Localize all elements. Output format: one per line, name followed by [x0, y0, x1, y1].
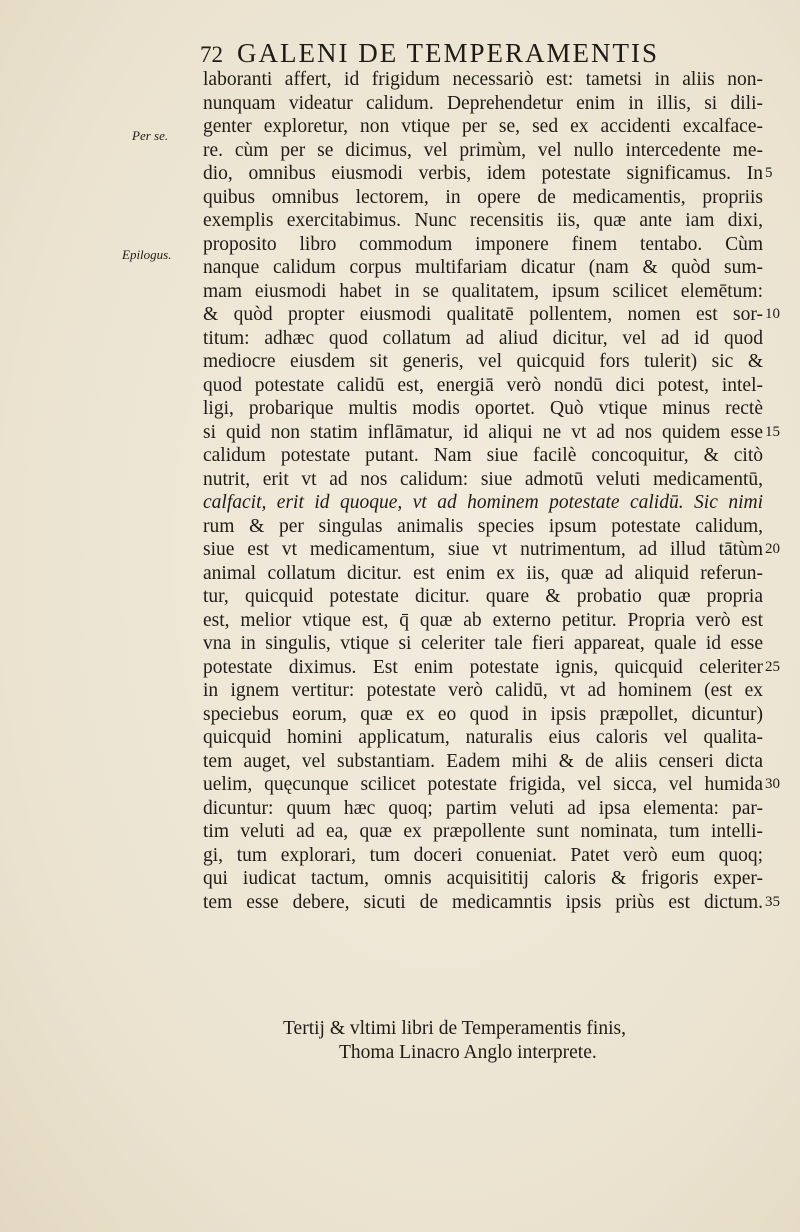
text-line: gi, tum explorari, tum doceri conueniat. Patet verò eum quoq;: [203, 844, 763, 866]
text-line: est, melior vtique est, q̄ quæ ab externo petitur. Propria verò est: [203, 609, 763, 631]
running-title: GALENI DE TEMPERAMENTIS: [237, 38, 659, 68]
text-line: animal collatum dicitur. est enim ex iis, quæ ad aliquid referun-: [203, 562, 763, 584]
line-number: 30: [765, 776, 780, 792]
text-line: speciebus eorum, quæ ex eo quod in ipsis præpollet, dicuntur): [203, 703, 763, 725]
text-line: calfacit, erit id quoque, vt ad hominem potestate calidū. Sic nimi: [203, 492, 763, 513]
text-line: quod potestate calidū est, energiā verò nondū dici potest, intel-: [203, 374, 763, 396]
text-line: nanque calidum corpus multifariam dicatur (nam & quòd sum-: [203, 257, 763, 278]
text-line: tem auget, vel substantiam. Eadem mihi & de aliis censeri dicta: [203, 750, 763, 772]
text-line: in ignem vertitur: potestate verò calidū, vt ad hominem (est ex: [203, 680, 763, 701]
text-line: genter exploretur, non vtique per se, sed ex accidenti excalface-: [203, 116, 763, 137]
text-line: nunquam videatur calidum. Deprehendetur enim in illis, si dili-: [203, 92, 763, 114]
text-line: quibus omnibus lectorem, in opere de medicamentis, propriis: [203, 186, 763, 208]
page-number: 72: [200, 42, 223, 67]
text-line: potestate diximus. Est enim potestate ignis, quicquid celeriter: [203, 656, 763, 678]
text-line: mediocre eiusdem sit generis, vel quicquid fors tulerit) sic &: [203, 351, 763, 372]
colophon: [283, 1017, 626, 1065]
text-line: nutrit, erit vt ad nos calidum: siue admotū veluti medicamentū,: [203, 468, 763, 490]
text-line: uelim, quęcunque scilicet potestate frigida, vel sicca, vel humida: [203, 774, 763, 795]
text-line: rum & per singulas animalis species ipsum potestate calidum,: [203, 515, 763, 537]
text-line: titum: adhæc quod collatum ad aliud dicitur, vel ad id quod: [203, 327, 763, 349]
text-line: tim veluti ad ea, quæ ex præpollente sunt nominata, tum intelli-: [203, 821, 763, 842]
line-number: 15: [765, 424, 780, 440]
text-line: siue est vt medicamentum, siue vt nutrimentum, ad illud tātùm: [203, 539, 763, 560]
text-line: ligi, probarique multis modis oportet. Quò vtique minus rectè: [203, 398, 763, 419]
text-line: laboranti affert, id frigidum necessariò est: tametsi in aliis non-: [203, 69, 763, 90]
line-number: 5: [765, 165, 773, 181]
marginal-note-epilogus: Epilogus.: [122, 247, 172, 262]
text-line: tur, quicquid potestate dicitur. quare & probatio quæ propria: [203, 586, 763, 607]
line-number: 20: [765, 541, 780, 557]
text-line: dicuntur: quum hæc quoq; partim veluti ad ipsa elementa: par-: [203, 797, 763, 819]
text-line: tem esse debere, sicuti de medicamntis ipsis priùs est dictum.: [203, 891, 763, 913]
text-line: dio, omnibus eiusmodi verbis, idem potestate significamus. In: [203, 163, 763, 184]
text-line: proposito libro commodum imponere finem tentabo. Cùm: [203, 233, 763, 255]
colophon-line-2: Thoma Linacro Anglo interprete.: [339, 1042, 597, 1063]
text-line: re. cùm per se dicimus, vel primùm, vel nullo intercedente me-: [203, 139, 763, 161]
text-line: mam eiusmodi habet in se qualitatem, ipsum scilicet elemētum:: [203, 280, 763, 302]
line-number: 25: [765, 659, 780, 675]
text-line: exemplis exercitabimus. Nunc recensitis iis, quæ ante iam dixi,: [203, 210, 763, 231]
marginal-note-per-se: Per se.: [132, 128, 169, 143]
text-line: calidum potestate putant. Nam siue facilè concoquitur, & citò: [203, 445, 763, 466]
text-line: qui iudicat tactum, omnis acquisititij caloris & frigoris exper-: [203, 868, 763, 889]
running-header: [200, 38, 760, 69]
colophon-line-1: Tertij & vltimi libri de Temperamentis finis,: [283, 1018, 626, 1039]
text-line: & quòd propter eiusmodi qualitatē pollentem, nomen est sor-: [203, 304, 763, 325]
line-number: 35: [765, 894, 780, 910]
text-line: quicquid homini applicatum, naturalis eius caloris vel qualita-: [203, 727, 763, 748]
body-text: [203, 68, 763, 914]
text-line: vna in singulis, vtique si celeriter tale fieri appareat, quale id esse: [203, 633, 763, 654]
line-number: 10: [765, 306, 780, 322]
text-line: si quid non statim inflāmatur, id aliqui ne vt ad nos quidem esse: [203, 421, 763, 443]
